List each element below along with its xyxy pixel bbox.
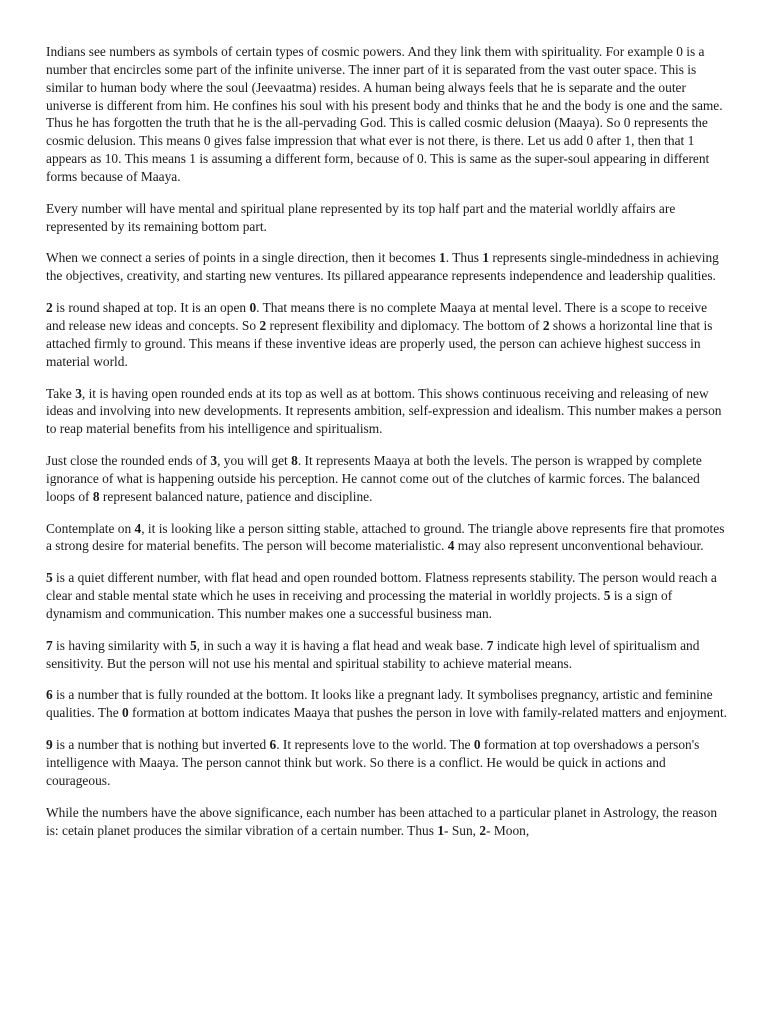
text-run: Every number will have mental and spiritual plane represented by its top half part and the material worldly affairs are represented by its remaining bottom part. [46,200,676,234]
paragraph [46,200,728,236]
bold-number: 3 [210,453,218,469]
text-run: , in such a way it is having a flat head and weak base. [196,637,487,653]
text-run: is a sign of dynamism and communication. This number makes one a successful business man. [46,588,673,621]
bold-number: 5 [603,588,611,604]
bold-number: 0 [473,737,481,753]
paragraph [46,637,728,673]
text-run: Contemplate on [46,520,135,536]
bold-number: 0 [249,300,257,316]
text-run: . Thus [445,250,483,266]
bold-number: 2 [479,822,487,838]
text-run: represents single-mindedness in achieving the objectives, creativity, and starting new ventures. Its pillared appearance represents independence and leadership qualities. [46,250,719,284]
paragraph [46,736,728,790]
text-run: formation at top overshadows a person's intelligence with Maaya. The person cannot think but work. So there is a conflict. He would be quick in actions and courageous. [46,737,700,788]
paragraph [46,249,728,285]
text-run: . It represents love to the world. The [276,737,474,753]
bold-number: 8 [291,453,298,469]
paragraph [46,686,728,722]
text-run: may also represent unconventional behaviour. [454,538,704,554]
text-run: shows a horizontal line that is attached firmly to ground. This means if these inventive ideas are properly used, the person can achieve highest success in material world. [46,317,713,369]
bold-number: 2 [259,317,267,333]
text-run: When we connect a series of points in a single direction, then it becomes [46,250,440,266]
text-run: is round shaped at top. It is an open [52,300,250,316]
bold-number: 1 [482,250,490,266]
text-run: Take [46,385,76,401]
bold-number: 1 [439,250,446,266]
paragraph [46,804,728,840]
bold-number: 5 [189,637,197,653]
bold-number: 7 [486,637,494,653]
bold-number: 7 [46,637,53,653]
bold-number: 3 [75,385,82,401]
text-run: is a number that is nothing but inverted [52,737,270,753]
paragraph [46,385,728,439]
paragraph [46,520,728,556]
bold-number: 1 [437,822,445,838]
bold-number: 6 [46,687,53,703]
text-run: represent balanced nature, patience and discipline. [99,488,373,504]
text-run: . That means there is no complete Maaya at mental level. There is a scope to receive and release new ideas and concepts. So [46,300,708,333]
text-run: - Moon, [486,822,530,838]
text-run: While the numbers have the above significance, each number has been attached to a particular planet in Astrology, the reason is: cetain planet produces the similar vibration of a certain number. Thus [46,804,718,838]
text-run: is a quiet different number, with flat head and open rounded bottom. Flatness represents stability. The person would reach a clear and stable mental state which he uses in receiving and processing the material in worldly projects. [46,570,717,604]
bold-number: 2 [46,300,53,316]
bold-number: 2 [542,317,550,333]
text-run: . It represents Maaya at both the levels. The person is wrapped by complete ignorance of what is happening outside his perception. He cannot come out of the clutches of karmic forces. The balanced loops of [46,453,702,504]
text-run: is a number that is fully rounded at the bottom. It looks like a pregnant lady. It symbolises pregnancy, artistic and feminine qualities. The [46,687,713,721]
paragraph [46,452,728,506]
text-run: Just close the rounded ends of [46,453,211,469]
text-run: indicate high level of spiritualism and sensitivity. But the person will not use his mental and spiritual stability to achieve material means. [46,637,700,671]
paragraph [46,569,728,623]
bold-number: 8 [92,488,100,504]
bold-number: 0 [122,705,129,721]
text-run: - Sun, [444,822,480,838]
bold-number: 5 [46,570,53,586]
bold-number: 4 [447,538,455,554]
text-run: represent flexibility and diplomacy. The bottom of [266,317,543,333]
bold-number: 4 [134,520,142,536]
paragraph [46,299,728,370]
paragraph [46,43,728,186]
text-run: is having similarity with [52,637,190,653]
text-run: , you will get [217,453,292,469]
text-run: , it is having open rounded ends at its top as well as at bottom. This shows continuous receiving and releasing of new ideas and involving into new developments. It represents ambition, self-expression and idealism. This number makes a person to reap material benefits from his intelligence and spiritualism. [46,385,722,437]
bold-number: 9 [46,737,53,753]
text-run: formation at bottom indicates Maaya that pushes the person in love with family-related matters and enjoyment. [128,705,728,721]
bold-number: 6 [269,737,277,753]
text-run: Indians see numbers as symbols of certain types of cosmic powers. And they link them with spirituality. For example 0 is a number that encircles some part of the infinite universe. The inner part of it is separated from the vast outer space. This is similar to human body where the soul (Jeevaatma) resides. A human being always feels that he is separate and the outer universe is different from him. He confines his soul with his present body and thinks that he and the body is one and the same. Thus he has forgotten the truth that he is the all-pervading God. This is called cosmic delusion (Maaya). So 0 represents the cosmic delusion. This means 0 gives false impression that what ever is not there, is there. Let us add 0 after 1, then that 1 appears as 10. This means 1 is assuming a different form, because of 0. This is same as the super-soul appearing in different forms because of Maaya. [46,44,723,184]
text-run: , it is looking like a person sitting stable, attached to ground. The triangle above represents fire that promotes a strong desire for material benefits. The person will become materialistic. [46,520,725,554]
